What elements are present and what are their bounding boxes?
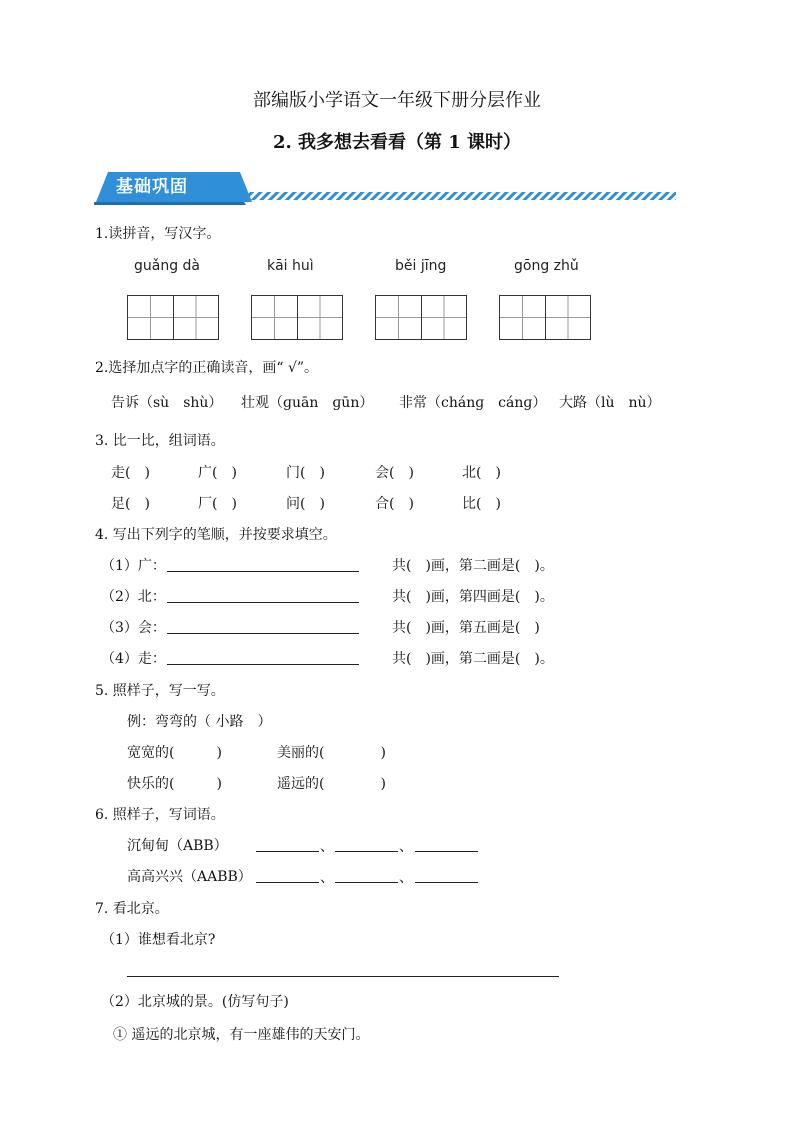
question-7-sub2: （2）北京城的景。(仿写句子) xyxy=(101,994,289,1010)
writing-grid-2[interactable] xyxy=(251,295,343,340)
stroke-answer-line-1[interactable] xyxy=(167,571,359,572)
compare-item: 北( ) xyxy=(462,465,501,481)
question-4-prompt: 4. 写出下列字的笔顺，并按要求填空。 xyxy=(95,527,337,543)
stroke-label-4: （4）走： xyxy=(101,651,166,667)
word-blank[interactable] xyxy=(256,882,319,883)
separator: 、 xyxy=(320,870,334,886)
question-7-prompt: 7. 看北京。 xyxy=(95,901,169,917)
phrase-blank-4[interactable]: 遥远的( ) xyxy=(277,776,386,792)
compare-item: 门( ) xyxy=(286,465,325,481)
separator: 、 xyxy=(399,870,413,886)
word-blank[interactable] xyxy=(415,882,478,883)
pinyin-2: kāi huì xyxy=(267,258,314,274)
example-text: 例：弯弯的（ 小路 ） xyxy=(127,714,272,730)
reading-choice-3: 非常（chánɡ cánɡ） xyxy=(399,395,547,411)
compare-item: 问( ) xyxy=(286,496,325,512)
compare-item: 足( ) xyxy=(111,496,150,512)
writing-grid-3[interactable] xyxy=(375,295,467,340)
reading-choice-2: 壮观（ɡuān ɡūn） xyxy=(241,395,374,411)
question-2-prompt: 2.选择加点字的正确读音，画“ √”。 xyxy=(95,360,319,376)
word-blank[interactable] xyxy=(256,851,319,852)
lesson-title: 2. 我多想去看看（第 1 课时） xyxy=(272,132,522,153)
word-blank[interactable] xyxy=(415,851,478,852)
compare-item: 比( ) xyxy=(462,496,501,512)
stroke-answer-line-2[interactable] xyxy=(167,602,359,603)
question-5-prompt: 5. 照样子，写一写。 xyxy=(95,683,225,699)
stroke-answer-line-4[interactable] xyxy=(167,664,359,665)
section-banner xyxy=(94,170,680,206)
writing-grid-1[interactable] xyxy=(127,295,219,340)
stroke-answer-line-3[interactable] xyxy=(167,633,359,634)
compare-item: 厂( ) xyxy=(198,496,237,512)
writing-grid-4[interactable] xyxy=(499,295,591,340)
separator: 、 xyxy=(320,839,334,855)
word-blank[interactable] xyxy=(335,882,398,883)
word-pattern-abb: 沉甸甸（ABB） xyxy=(127,838,228,854)
question-6-prompt: 6. 照样子，写词语。 xyxy=(95,807,225,823)
question-7-sub1: （1）谁想看北京? xyxy=(101,932,216,948)
word-blank[interactable] xyxy=(335,851,398,852)
banner-label: 基础巩固 xyxy=(116,177,188,197)
phrase-blank-1[interactable]: 宽宽的( ) xyxy=(127,745,222,761)
pinyin-1: guǎng dà xyxy=(134,258,201,274)
stroke-label-1: （1）广： xyxy=(101,558,166,574)
example-sentence: ① 遥远的北京城，有一座雄伟的天安门。 xyxy=(113,1027,370,1043)
stroke-label-3: （3）会： xyxy=(101,620,166,636)
question-3-prompt: 3. 比一比，组词语。 xyxy=(95,433,225,449)
phrase-blank-2[interactable]: 美丽的( ) xyxy=(277,745,386,761)
answer-line[interactable] xyxy=(127,976,559,977)
compare-item: 走( ) xyxy=(111,465,150,481)
compare-item: 广( ) xyxy=(198,465,237,481)
stroke-label-2: （2）北： xyxy=(101,589,166,605)
stroke-question-4: 共( )画，第二画是( )。 xyxy=(392,651,554,667)
pinyin-4: gōng zhǔ xyxy=(514,258,579,274)
document-title: 部编版小学语文一年级下册分层作业 xyxy=(253,90,541,111)
word-pattern-aabb: 高高兴兴（AABB） xyxy=(127,869,252,885)
stroke-question-2: 共( )画，第四画是( )。 xyxy=(392,589,554,605)
compare-item: 会( ) xyxy=(375,465,414,481)
stroke-question-1: 共( )画，第二画是( )。 xyxy=(392,558,554,574)
question-1-prompt: 1.读拼音，写汉字。 xyxy=(95,226,221,242)
pinyin-3: běi jīng xyxy=(395,258,447,274)
compare-item: 合( ) xyxy=(375,496,414,512)
reading-choice-4: 大路（lù nù） xyxy=(559,395,661,411)
separator: 、 xyxy=(399,839,413,855)
phrase-blank-3[interactable]: 快乐的( ) xyxy=(127,776,222,792)
stroke-question-3: 共( )画，第五画是( ) xyxy=(392,620,540,636)
reading-choice-1: 告诉（sù shù） xyxy=(111,395,223,411)
